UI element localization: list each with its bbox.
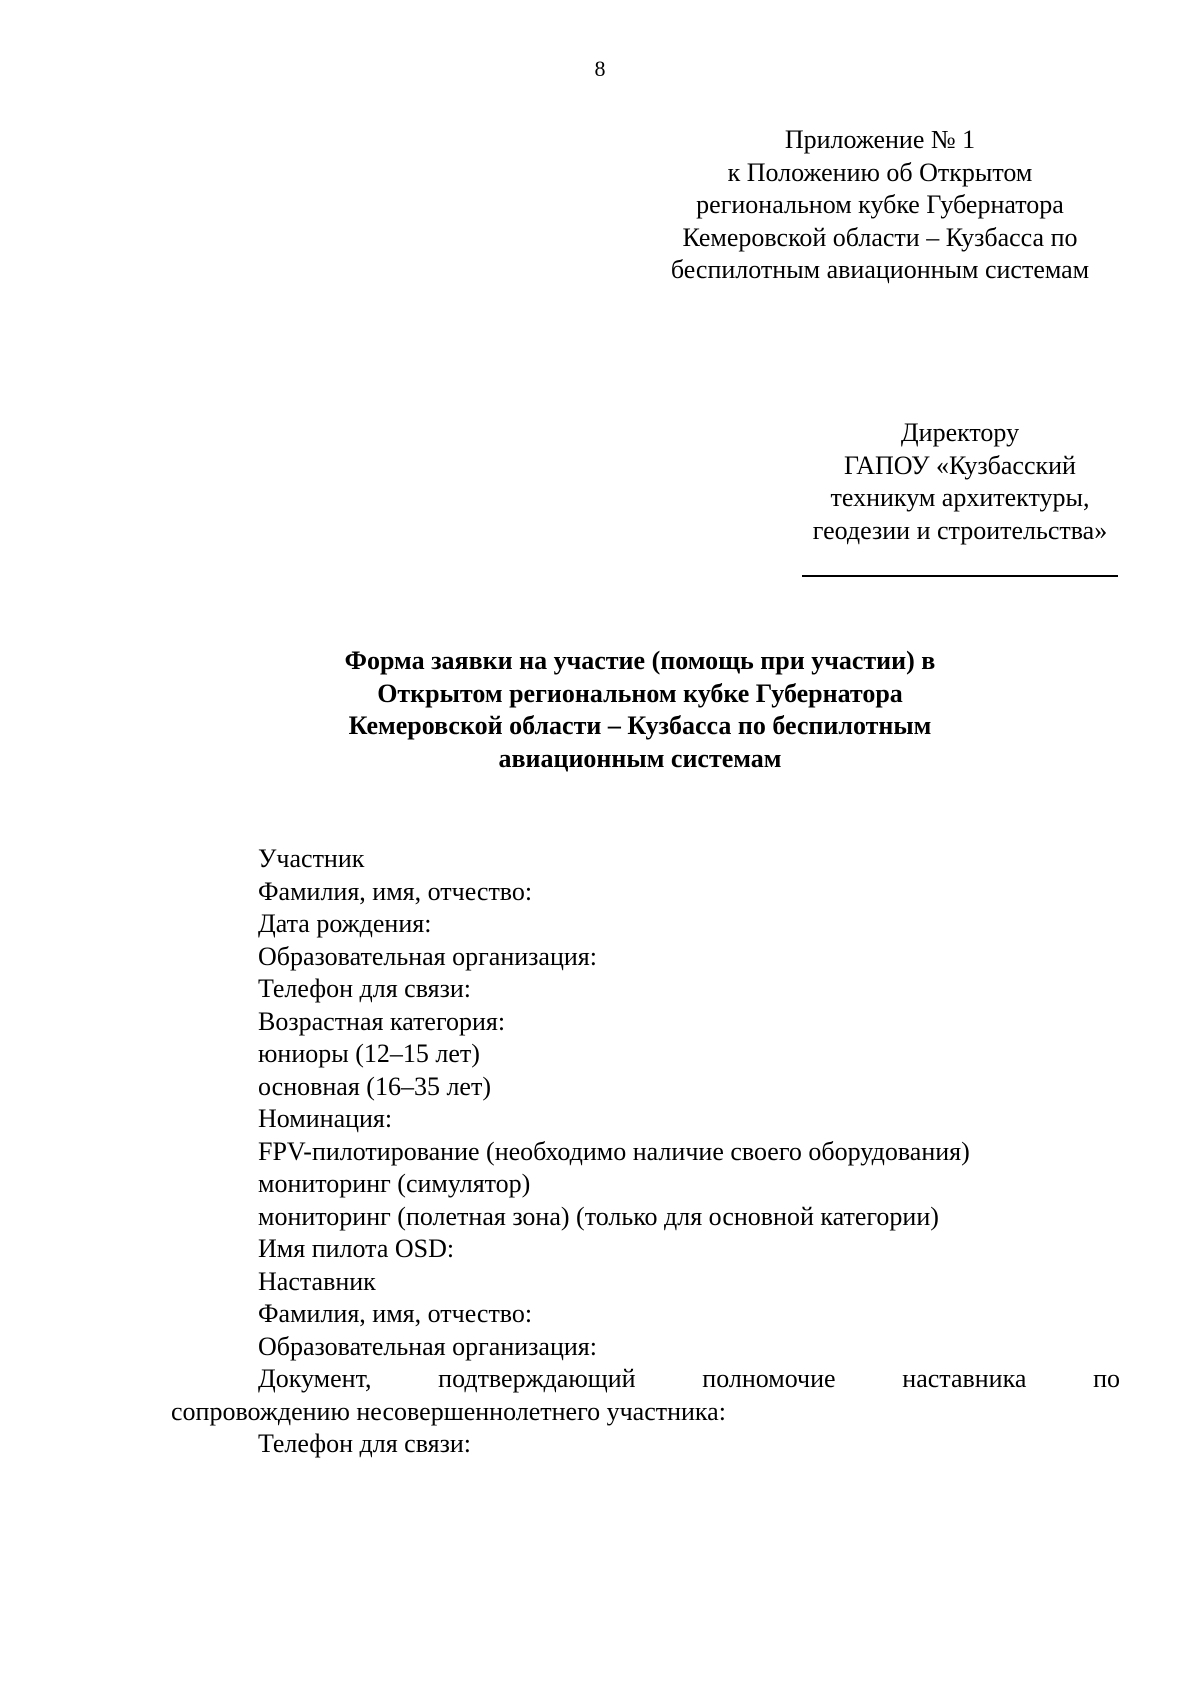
addressee-line: геодезии и строительства»: [812, 515, 1108, 545]
mentor-phone-label: Телефон для связи:: [258, 1429, 472, 1458]
form-title-line: Кемеровской области – Кузбасса по беспилотным: [348, 711, 932, 740]
appendix-line: Приложение № 1: [784, 125, 976, 154]
addressee-line: техникум архитектуры,: [830, 483, 1090, 512]
appendix-heading: [640, 124, 1120, 287]
participant-full-name-label: Фамилия, имя, отчество:: [258, 876, 533, 906]
addressee-signature-line: [802, 575, 1118, 577]
mentor-authority-document-line: Документ, подтверждающий полномочие наставника по: [258, 1364, 1120, 1393]
form-title-line: авиационным системам: [498, 743, 782, 773]
mentor-full-name-label: Фамилия, имя, отчество:: [258, 1299, 533, 1328]
participant-organization-label: Образовательная организация:: [258, 941, 597, 971]
mentor-authority-document-line: сопровождению несовершеннолетнего участника:: [171, 1396, 726, 1426]
osd-pilot-name-label: Имя пилота OSD:: [258, 1234, 455, 1263]
mentor-authority-document-label: [171, 1363, 1120, 1428]
form-title: [260, 645, 1020, 775]
addressee-line: Директору: [900, 418, 1020, 447]
nomination-option-monitoring-simulator: мониторинг (симулятор): [258, 1169, 531, 1198]
mentor-organization-label: Образовательная организация:: [258, 1331, 597, 1361]
form-title-line: Форма заявки на участие (помощь при участии) в: [344, 646, 936, 675]
mentor-section-label: Наставник: [258, 1266, 376, 1296]
page-number: 8: [594, 56, 606, 81]
nomination-label: Номинация:: [258, 1104, 393, 1133]
appendix-line: к Положению об Открытом: [727, 157, 1033, 187]
nomination-option-fpv: FPV-пилотирование (необходимо наличие своего оборудования): [258, 1136, 970, 1166]
participant-section-label: Участник: [258, 844, 365, 873]
participant-birth-date-label: Дата рождения:: [258, 909, 432, 938]
age-category-label: Возрастная категория:: [258, 1006, 506, 1036]
age-category-option-juniors: юниоры (12–15 лет): [258, 1039, 480, 1068]
appendix-line: региональном кубке Губернатора: [696, 190, 1064, 219]
nomination-option-monitoring-flight-zone: мониторинг (полетная зона) (только для основной категории): [258, 1201, 939, 1231]
participant-phone-label: Телефон для связи:: [258, 974, 472, 1003]
addressee-block: [760, 417, 1160, 577]
form-title-line: Открытом региональном кубке Губернатора: [377, 678, 903, 708]
appendix-line: Кемеровской области – Кузбасса по: [682, 222, 1078, 252]
appendix-line: беспилотным авиационным системам: [670, 255, 1090, 284]
form-body: [171, 843, 1120, 1461]
age-category-option-main: основная (16–35 лет): [258, 1071, 491, 1101]
addressee-line: ГАПОУ «Кузбасский: [844, 450, 1076, 480]
